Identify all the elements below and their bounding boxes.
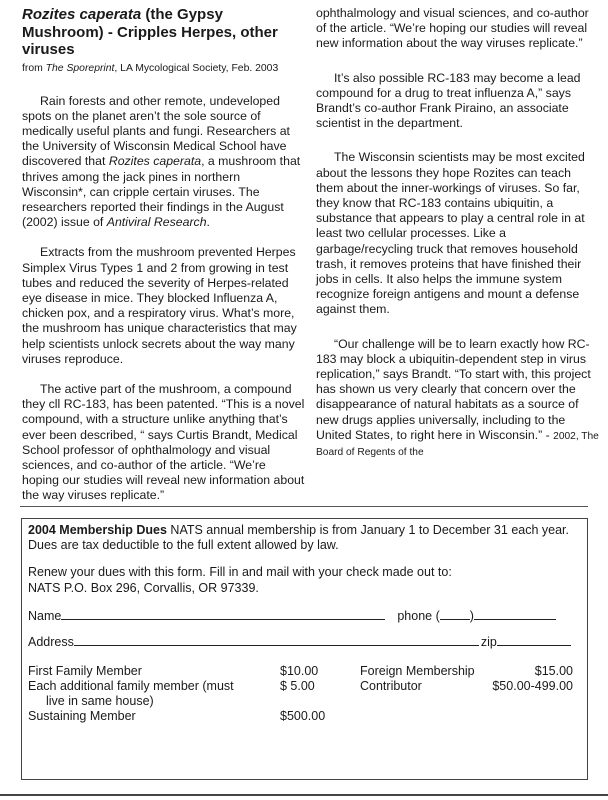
source-publication: The Sporeprint [45, 62, 115, 74]
renew-line-1: Renew your dues with this form. Fill in and mail with your check made out to: [28, 565, 452, 580]
p1-text-c: , a mushroom that thrives among the jack pines in northern Wisconsin*, can cripple certain viruses. The researchers reported their findings in the August (2002) issue of [22, 154, 301, 230]
article-paragraph-3: The active part of the mushroom, a compound they cll RC-183, has been patented. “This is a novel compound, with a structure unlike anything that’s ever been described, “ says Curtis Brandt, Medical School professor of ophthalmology and visual sciences, and co-author of the article. “We’re hoping our studies will reveal new information about the way viruses replicate.” [22, 381, 305, 503]
address-field[interactable] [74, 634, 479, 646]
fee-first-family-amount: $10.00 [280, 664, 319, 679]
p1-species: Rozites caperata [108, 154, 202, 169]
p6-credit: 2002, The Board of Regents of the [316, 430, 599, 459]
fee-contributor-amount: $50.00-499.00 [492, 679, 573, 694]
p1-text-e: . [206, 215, 210, 230]
fee-foreign-label: Foreign Membership [360, 664, 475, 679]
fee-sustaining-amount: $500.00 [280, 709, 326, 724]
article-title-species: Rozites caperata [22, 6, 142, 23]
phone-close-paren: ) [469, 608, 474, 623]
renew-line-2: NATS P.O. Box 296, Corvallis, OR 97339. [28, 580, 259, 595]
article-paragraph-2: Extracts from the mushroom prevented Herpes Simplex Virus Types 1 and 2 from growing in test tubes and reduced the severity of Herpes-related eye disease in mice. They blocked Influenza A, chicken pox, and a respiratory virus. What’s more, the mushroom has unique characteristics that may help scientists unlock secrets about the way many viruses reproduce. [22, 245, 297, 366]
divider-rule [20, 506, 588, 507]
source-prefix: from [22, 62, 46, 74]
membership-form [21, 518, 588, 780]
address-label: Address [28, 635, 74, 650]
article-title [22, 6, 305, 59]
p6-text: “Our challenge will be to learn exactly how RC-183 may block a ubiquitin-dependent step in virus replication,” says Brandt. “To start with, this project has shown us very clearly that concern over the disappearance of natural habitats as a source of new drugs applies universally, including to the United States, to right here in Wisconsin.” - [316, 336, 591, 442]
phone-label: phone ( [397, 608, 440, 623]
zip-field[interactable] [497, 634, 571, 646]
p1-journal: Antiviral Research [106, 215, 207, 230]
fee-additional-label: Each additional family member (must [28, 679, 234, 694]
article-paragraph-3-cont: ophthalmology and visual sciences, and co-author of the article. “We’re hoping our studies will reveal new information about the way viruses replicate.” [316, 6, 589, 51]
source-rest: , LA Mycological Society, Feb. 2003 [114, 62, 279, 74]
membership-intro [28, 523, 581, 553]
phone-area-code-field[interactable] [440, 608, 470, 620]
address-row [28, 634, 581, 650]
article-paragraph-1 [22, 94, 305, 231]
fee-foreign-amount: $15.00 [534, 664, 573, 679]
fee-sustaining-label: Sustaining Member [28, 709, 136, 724]
fee-table [28, 664, 581, 724]
fee-contributor-label: Contributor [360, 679, 422, 694]
phone-number-field[interactable] [474, 608, 556, 620]
article-right-column [316, 6, 599, 460]
name-label: Name [28, 608, 62, 623]
article-paragraph-5: The Wisconsin scientists may be most excited about the lessons they hope Rozites can teach them about the inner-workings of viruses. So far, they know that RC-183 contains ubiquitin, a substance that appears to play a central role in at least two cellular processes. Like a garbage/recycling truck that removes household trash, it removes proteins that have finished their jobs in cells. It also helps the immune system recognize foreign antigens and mount a defense against them. [316, 150, 585, 317]
article-paragraph-4: It’s also possible RC-183 may become a lead compound for a drug to treat influenza A,” says Brandt’s co-author Frank Piraino, an associate scientist in the department. [316, 70, 581, 131]
p1-text-a: Rain forests and other remote, undeveloped spots on the planet aren’t the sole source of medically useful plants and fungi. Researchers at the University of Wisconsin Medical School have discovered that [22, 93, 290, 169]
article-title-rest: (the Gypsy Mushroom) - Cripples Herpes, other viruses [22, 6, 278, 58]
article-left-column [22, 6, 305, 503]
bottom-rule [0, 794, 608, 796]
article-source [22, 63, 305, 75]
membership-heading: 2004 Membership Dues [28, 523, 167, 537]
fee-first-family-label: First Family Member [28, 664, 142, 679]
zip-label: zip [480, 635, 497, 650]
name-field[interactable] [61, 608, 385, 620]
article-paragraph-6 [316, 337, 599, 461]
fee-additional-note: live in same house) [46, 694, 154, 709]
membership-intro-text: NATS annual membership is from January 1 to December 31 each year. Dues are tax deductible to the full extent allowed by law. [28, 523, 569, 553]
fee-additional-amount: $ 5.00 [280, 679, 315, 694]
name-row [28, 608, 581, 624]
